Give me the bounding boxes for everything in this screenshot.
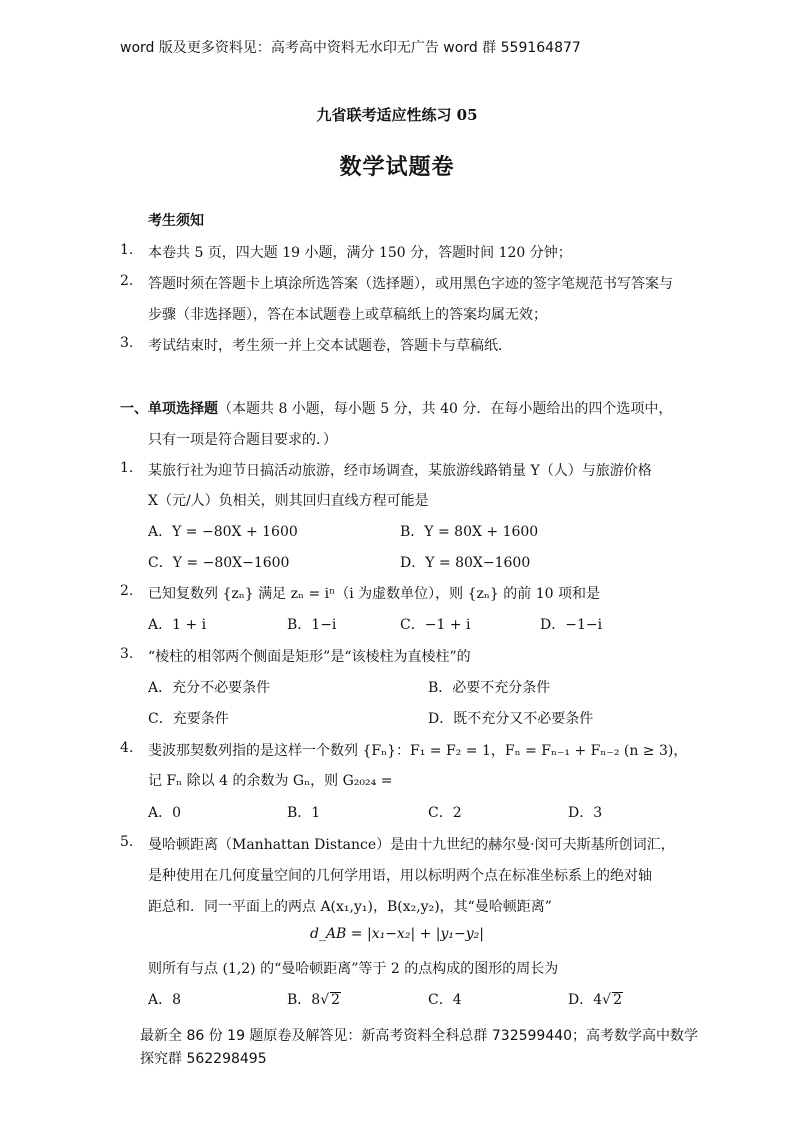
option-d: D．−1−i — [540, 617, 603, 633]
notice-item-text: 考试结束时，考生须一并上交本试题卷，答题卡与草稿纸． — [148, 338, 512, 354]
option-c: C．4 — [428, 992, 462, 1008]
question-number: 1. — [120, 460, 134, 476]
question-number: 5. — [120, 834, 134, 850]
option-d: D．Y = 80X−1600 — [400, 555, 531, 571]
notice-item-text: 步骤（非选择题），答在本试题卷上或草稿纸上的答案均属无效； — [148, 307, 547, 323]
option-b: B．必要不充分条件 — [428, 680, 551, 696]
question-text: “棱柱的相邻两个侧面是矩形”是“该棱柱为直棱柱”的 — [148, 649, 471, 665]
question-number: 2. — [120, 583, 134, 599]
question-text: X（元/人）负相关，则其回归直线方程可能是 — [148, 493, 429, 509]
formula: d_AB = |x₁−x₂| + |y₁−y₂| — [309, 926, 484, 942]
question-text: 某旅行社为迎节日搞活动旅游，经市场调查，某旅游线路销量 Y（人）与旅游价格 — [148, 463, 652, 479]
sqrt-radicand: 2 — [613, 992, 622, 1008]
option-c: C．−1 + i — [400, 617, 471, 633]
option-b: B．1−i — [287, 617, 337, 633]
question-text: 记 Fₙ 除以 4 的余数为 Gₙ，则 G₂₀₂₄ = — [148, 773, 393, 789]
option-a: A．8 — [148, 992, 182, 1008]
question-text: 是种使用在几何度量空间的几何学用语，用以标明两个点在标准坐标系上的绝对轴 — [148, 868, 652, 884]
option-b-label: B．8 — [287, 992, 321, 1008]
question-number: 3. — [120, 646, 134, 662]
option-b — [287, 989, 341, 1009]
notice-heading: 考生须知 — [148, 213, 204, 229]
option-d: D．3 — [568, 805, 603, 821]
option-b: B．Y = 80X + 1600 — [400, 524, 539, 540]
option-d: D．既不充分又不必要条件 — [428, 711, 594, 727]
question-number: 4. — [120, 740, 134, 756]
section-description: （本题共 8 小题，每小题 5 分，共 40 分．在每小题给出的四个选项中， — [218, 401, 673, 417]
section-label: 一、单项选择题 — [120, 401, 218, 417]
top-banner: word 版及更多资料见：高考高中资料无水印无广告 word 群 559164877 — [120, 40, 581, 56]
bottom-banner: 最新全 86 份 19 题原卷及解答见：新高考资料全科总群 732599440；高考数学高中数学探究群 562298495 — [140, 1028, 699, 1067]
option-c: C．充要条件 — [148, 711, 229, 727]
option-b: B．1 — [287, 805, 321, 821]
notice-item-text: 本卷共 5 页，四大题 19 小题，满分 150 分，答题时间 120 分钟； — [148, 245, 572, 261]
option-d-label: D．4 — [568, 992, 603, 1008]
sqrt-radicand: 2 — [331, 992, 341, 1008]
notice-item-text: 答题时须在答题卡上填涂所选答案（选择题），或用黑色字迹的签字笔规范书写答案与 — [148, 276, 673, 292]
option-a: A．Y = −80X + 1600 — [148, 524, 298, 540]
notice-item-number: 2. — [120, 273, 134, 289]
question-text: 则所有与点 (1,2) 的“曼哈顿距离”等于 2 的点构成的图形的周长为 — [148, 961, 559, 977]
option-d — [568, 989, 623, 1009]
sqrt-sign: √ — [602, 992, 612, 1008]
option-c: C．Y = −80X−1600 — [148, 555, 290, 571]
question-text: 斐波那契数列指的是这样一个数列 {Fₙ}：F₁ = F₂ = 1，Fₙ = Fₙ₋₁ + Fₙ₋₂ (n ≥ 3)， — [148, 743, 688, 759]
notice-item-number: 3. — [120, 335, 134, 351]
option-a: A．0 — [148, 805, 182, 821]
section-description: 只有一项是符合题目要求的．） — [148, 432, 337, 448]
option-a: A．充分不必要条件 — [148, 680, 271, 696]
question-text: 已知复数列 {zₙ} 满足 zₙ = iⁿ（i 为虚数单位），则 {zₙ} 的前 10 项和是 — [148, 586, 600, 602]
page-title: 数学试题卷 — [339, 154, 455, 180]
section-heading — [120, 398, 672, 418]
question-text: 曼哈顿距离（Manhattan Distance）是由十九世纪的赫尔曼·闵可夫斯基所创词汇， — [148, 837, 675, 853]
exam-subtitle: 九省联考适应性练习 05 — [316, 106, 478, 124]
sqrt-sign: √ — [320, 992, 330, 1008]
question-text: 距总和．同一平面上的两点 A(x₁,y₁)，B(x₂,y₂)，其“曼哈顿距离” — [148, 899, 552, 915]
option-a: A．1 + i — [148, 617, 207, 633]
notice-item-number: 1. — [120, 242, 134, 258]
option-c: C．2 — [428, 805, 462, 821]
